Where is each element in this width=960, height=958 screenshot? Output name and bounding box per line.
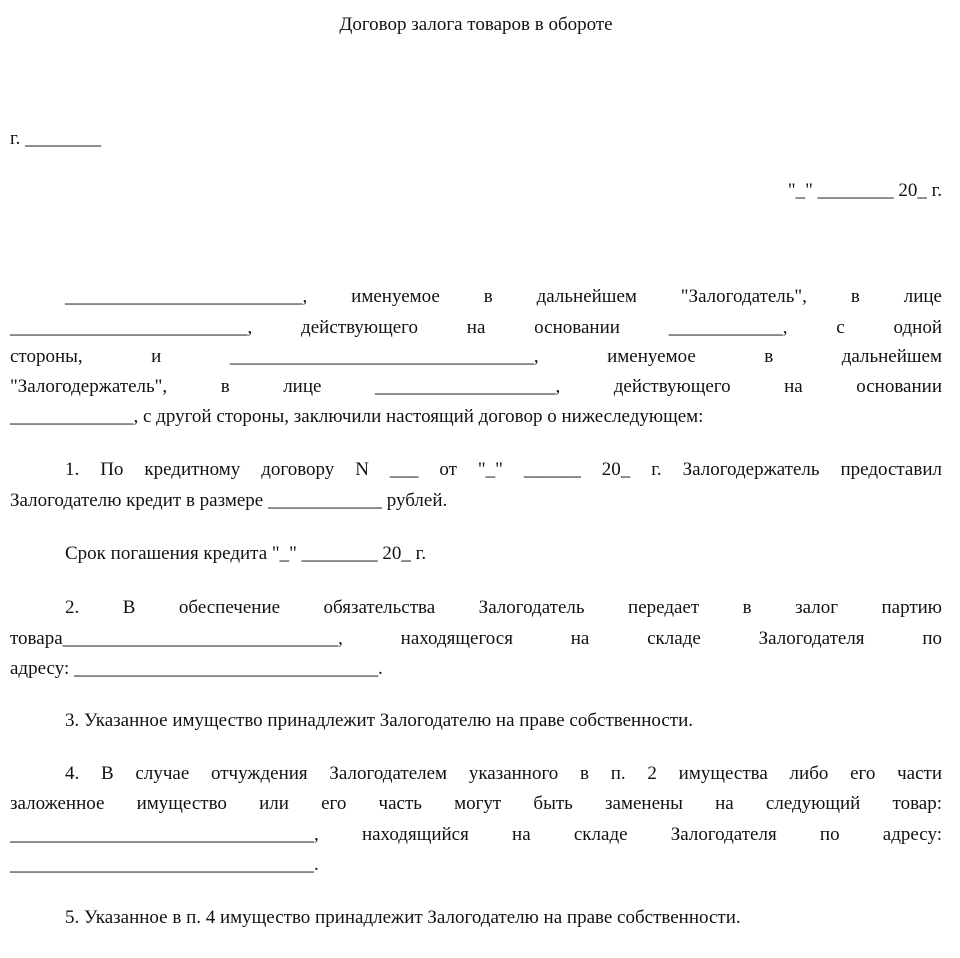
clause-4-line-2: заложенное имущество или его часть могут быть заменены на следующий товар: [10, 793, 942, 814]
city-line: г. ________ [10, 128, 102, 149]
clause-3: 3. Указанное имущество принадлежит Залогодателю на праве собственности. [65, 710, 694, 731]
clause-5: 5. Указанное в п. 4 имущество принадлежит Залогодателю на праве собственности. [65, 907, 741, 928]
clause-4-line-4: ________________________________. [10, 854, 319, 875]
document-title: Договор залога товаров в обороте [339, 14, 613, 35]
clause-2-line-1: 2. В обеспечение обязательства Залогодатель передает в залог партию [65, 597, 942, 618]
preamble-line-1: _________________________, именуемое в дальнейшем "Залогодатель", в лице [65, 286, 942, 307]
clause-2-line-3: адресу: ________________________________. [10, 658, 383, 679]
preamble-line-4: "Залогодержатель", в лице ___________________, действующего на основании [10, 376, 942, 397]
clause-4-line-1: 4. В случае отчуждения Залогодателем указанного в п. 2 имущества либо его части [65, 763, 942, 784]
clause-1-line-2: Залогодателю кредит в размере ____________ рублей. [10, 490, 448, 511]
clause-4-line-3: ________________________________, находящийся на складе Залогодателя по адресу: [10, 824, 942, 845]
preamble-line-2: _________________________, действующего на основании ____________, с одной [10, 317, 942, 338]
date-line: "_" ________ 20_ г. [787, 180, 942, 201]
preamble-line-3: стороны, и ________________________________, именуемое в дальнейшем [10, 346, 942, 367]
clause-2-line-2: товара_____________________________, находящегося на складе Залогодателя по [10, 628, 942, 649]
preamble-line-5: _____________, с другой стороны, заключили настоящий договор о нижеследующем: [10, 406, 704, 427]
clause-1-line-1: 1. По кредитному договору N ___ от "_" ______ 20_ г. Залогодержатель предоставил [65, 459, 942, 480]
repayment-term: Срок погашения кредита "_" ________ 20_ г. [65, 543, 427, 564]
